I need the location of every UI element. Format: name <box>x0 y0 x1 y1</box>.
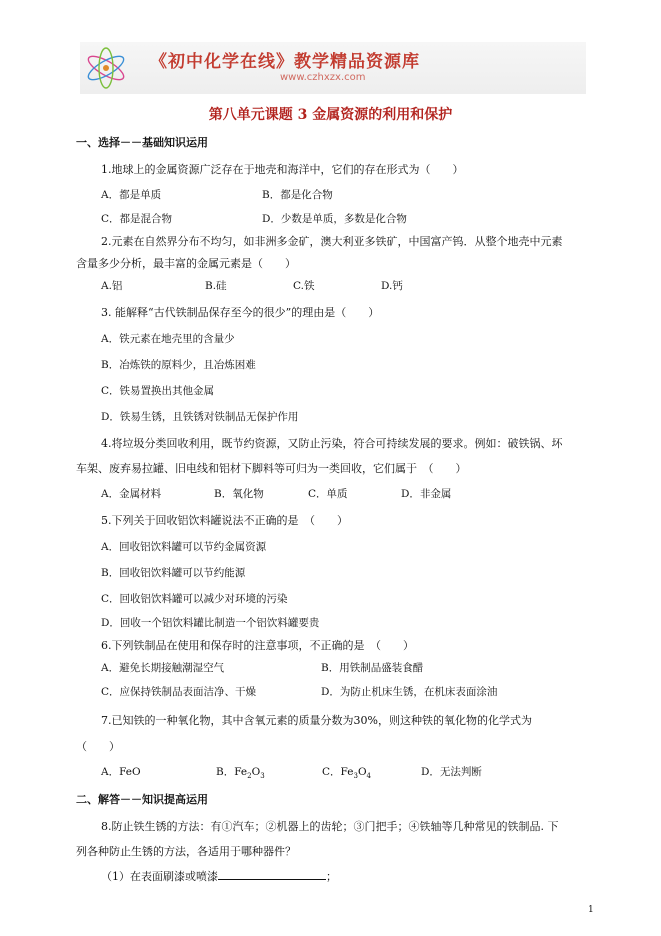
section-heading-1: 一、选择－－基础知识运用 <box>76 136 208 149</box>
q4-option-c: C．单质 <box>308 488 348 500</box>
question-7-line-1: 7.已知铁的一种氧化物，其中含氧元素的质量分数为30%，则这种铁的氧化物的化学式为 <box>101 714 532 727</box>
q7-option-c-sub2: 4 <box>366 772 372 781</box>
q6-option-d: D．为防止机床生锈，在机床表面涂油 <box>321 686 498 698</box>
atom-logo-icon <box>82 46 130 90</box>
q7-option-a: A．FeO <box>101 766 141 778</box>
q5-option-d: D．回收一个铝饮料罐比制造一个铝饮料罐要贵 <box>101 617 320 629</box>
question-4-line-1: 4.将垃圾分类回收利用，既节约资源，又防止污染，符合可持续发展的要求。例如：破铁锅、坏 <box>101 437 563 450</box>
q3-option-b: B．冶炼铁的原料少，且冶炼困难 <box>101 359 256 371</box>
q7-option-c <box>322 764 371 780</box>
q7-option-b-prefix: B．Fe <box>216 766 248 778</box>
q7-option-b <box>216 764 265 780</box>
q4-option-a: A．金属材料 <box>101 488 162 500</box>
question-1: 1.地球上的金属资源广泛存在于地壳和海洋中，它们的存在形式为（ ） <box>101 163 464 176</box>
q7-option-b-sub1: 2 <box>247 772 252 781</box>
question-2-line-2: 含量多少分析，最丰富的金属元素是（ ） <box>76 257 296 270</box>
q7-option-c-prefix: C．Fe <box>322 766 354 778</box>
q3-option-d: D．铁易生锈，且铁锈对铁制品无保护作用 <box>101 411 299 423</box>
q3-option-c: C．铁易置换出其他金属 <box>101 385 215 397</box>
q8-sub1-text: （1）在表面刷漆或喷漆 <box>101 870 218 883</box>
q3-option-a: A．铁元素在地壳里的含量少 <box>101 333 235 345</box>
question-6: 6.下列铁制品在使用和保存时的注意事项，不正确的是 （ ） <box>101 639 414 652</box>
q8-sub1-end: ； <box>326 870 337 883</box>
q6-option-c: C．应保持铁制品表面洁净、干燥 <box>101 686 257 698</box>
banner-url[interactable]: www.czhxzx.com <box>280 72 366 83</box>
answer-blank[interactable] <box>218 869 326 880</box>
page-number: 1 <box>588 905 594 915</box>
question-2-line-1: 2.元素在自然界分布不均匀，如非洲多金矿，澳大利亚多铁矿，中国富产钨．从整个地壳中元素 <box>101 235 563 248</box>
q1-option-d: D．少数是单质，多数是化合物 <box>262 213 407 225</box>
banner-title: 《初中化学在线》教学精品资源库 <box>150 52 420 72</box>
q2-option-a: A.铝 <box>101 280 123 292</box>
q7-option-c-sub1: 3 <box>353 772 358 781</box>
q7-option-b-sub2: 3 <box>260 772 265 781</box>
q2-option-d: D.钙 <box>381 280 403 292</box>
question-8-line-2: 列各种防止生锈的方法，各适用于哪种器件？ <box>76 845 296 858</box>
q6-option-b: B．用铁制品盛装食醋 <box>321 662 424 674</box>
q4-option-d: D．非金属 <box>401 488 452 500</box>
q5-option-a: A．回收铝饮料罐可以节约金属资源 <box>101 541 267 553</box>
q6-option-a: A．避免长期接触潮湿空气 <box>101 662 225 674</box>
question-7-line-2: （ ） <box>76 740 120 753</box>
q1-option-c: C．都是混合物 <box>101 213 173 225</box>
q1-option-b: B．都是化合物 <box>262 189 333 201</box>
q4-option-b: B．氧化物 <box>214 488 264 500</box>
q7-option-c-mid: O <box>357 766 367 778</box>
q5-option-b: B．回收铝饮料罐可以节约能源 <box>101 567 246 579</box>
question-8-line-1: 8.防止铁生锈的方法：有①汽车；②机器上的齿轮；③门把手；④铁轴等几种常见的铁制品. 下 <box>101 820 559 833</box>
q2-option-c: C.铁 <box>293 280 315 292</box>
q7-option-d: D．无法判断 <box>421 766 482 778</box>
q2-option-b: B.硅 <box>205 280 227 292</box>
section-heading-2: 二、解答－－知识提高运用 <box>76 793 208 806</box>
question-3: 3. 能解释“古代铁制品保存至今的很少”的理由是（ ） <box>101 306 380 319</box>
question-4-line-2: 车架、废弃易拉罐、旧电线和铝材下脚料等可归为一类回收，它们属于 （ ） <box>76 462 467 475</box>
page-title: 第八单元课题 3 金属资源的利用和保护 <box>208 107 453 123</box>
question-5: 5.下列关于回收铝饮料罐说法不正确的是 （ ） <box>101 514 348 527</box>
question-8-sub-1 <box>101 868 337 884</box>
q7-option-b-mid: O <box>251 766 261 778</box>
q5-option-c: C．回收铝饮料罐可以减少对环境的污染 <box>101 593 288 605</box>
q1-option-a: A．都是单质 <box>101 189 162 201</box>
